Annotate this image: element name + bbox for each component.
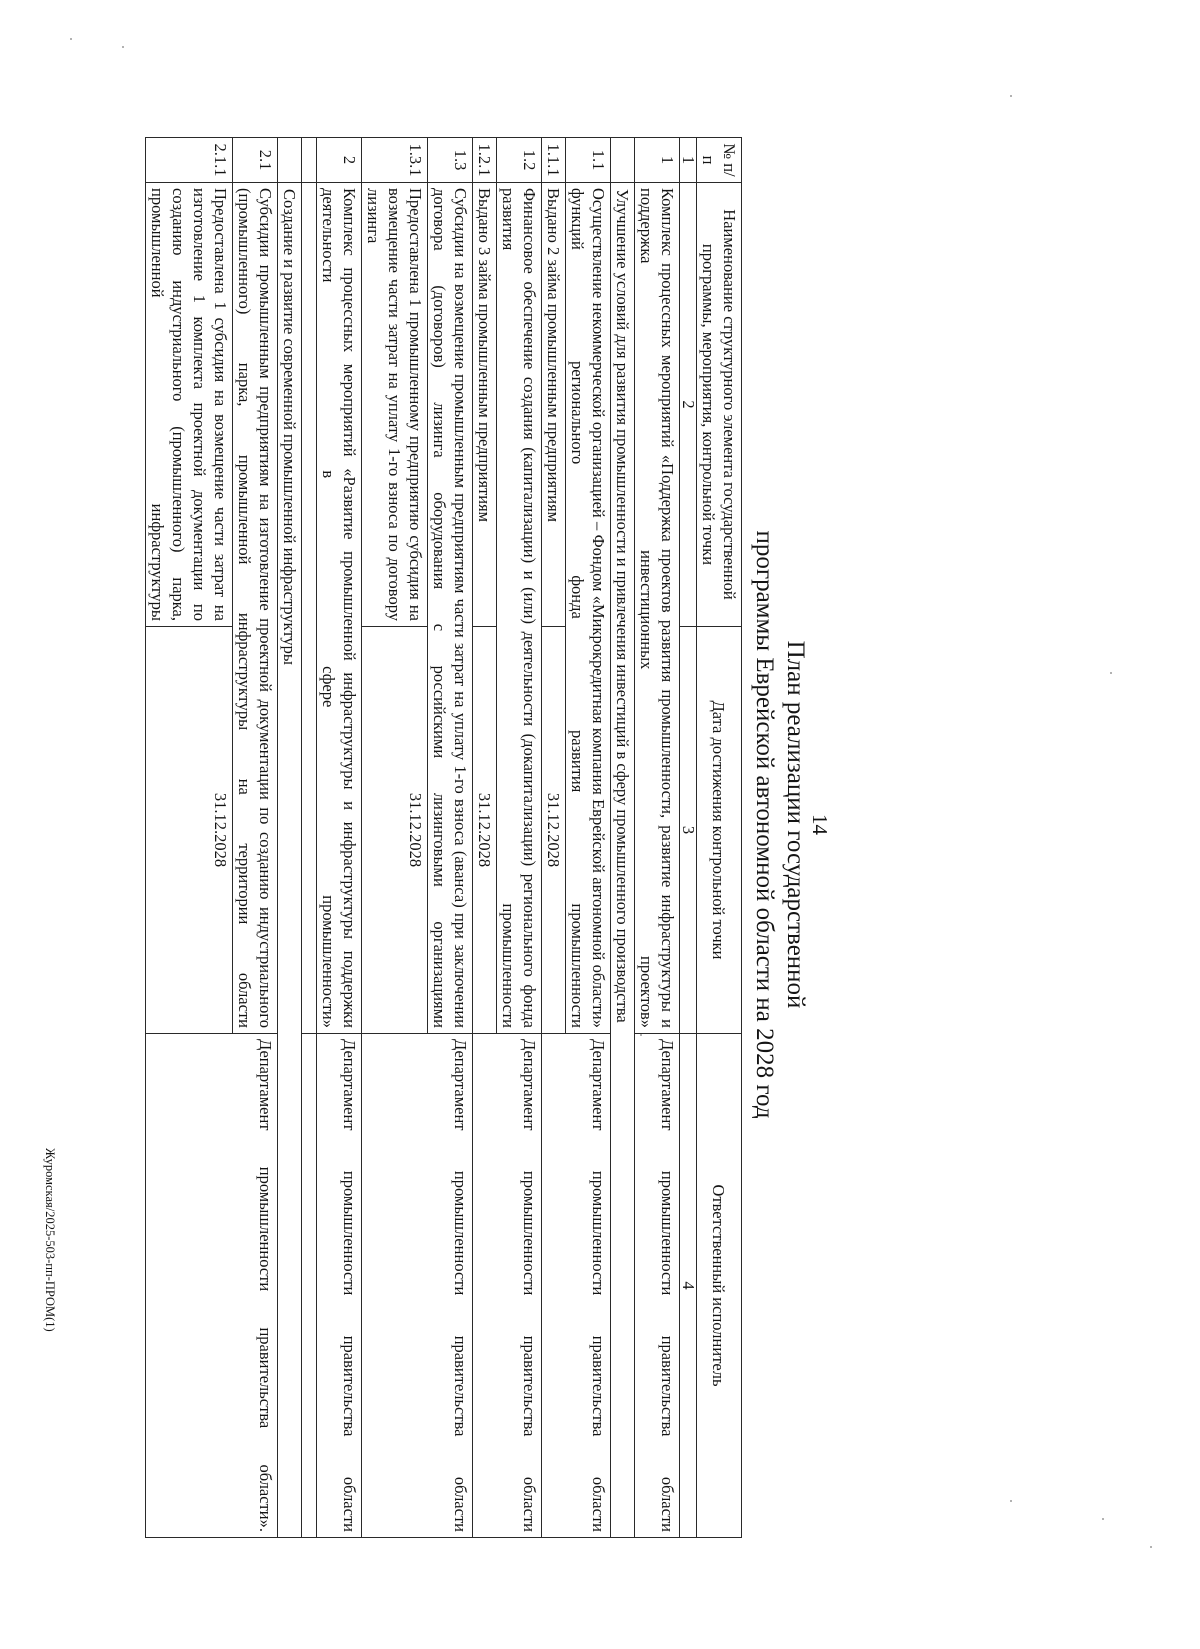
table-row [566, 138, 611, 1538]
row-num: 2.1.1 [146, 138, 233, 183]
scan-speck [640, 1034, 642, 1036]
section-row [278, 138, 302, 1538]
row-num: 1.3.1 [362, 138, 428, 183]
row-name: Комплекс процессных мероприятий «Поддержка проектов развития промышленности, развитие инфраструктуры и поддержка инвестиционных проектов» [635, 183, 680, 1034]
title-line-1: План реализации государственной [782, 640, 809, 1009]
table-row [317, 138, 362, 1538]
col-index-1: 1 [680, 138, 697, 183]
row-num: 1.1.1 [542, 138, 566, 183]
scan-speck [1150, 1546, 1152, 1548]
scan-speck [1010, 95, 1012, 97]
table-row [233, 138, 278, 1538]
empty-row [302, 138, 317, 1538]
row-date: 31.12.2028 [473, 627, 497, 1034]
implementation-plan-table [145, 137, 742, 1538]
col-index-3: 3 [680, 627, 697, 1034]
row-num: 2.1 [233, 138, 278, 183]
row-name: Осуществление некоммерческой организацией – Фондом «Микрокредитная компания Еврейской автономной области» функций регионального фонда развития промышленности [566, 183, 611, 1034]
header-num: № п/п [697, 138, 742, 183]
header-exec: Ответственный исполнитель [697, 1034, 742, 1538]
row-exec: Департамент промышленности правительства области». [146, 1034, 278, 1538]
table-header-row [697, 138, 742, 1538]
row-date: 31.12.2028 [146, 627, 233, 1034]
row-name: Комплекс процессных мероприятий «Развитие промышленной инфраструктуры и инфраструктуры поддержки деятельности в сфере промышленности» [317, 183, 362, 1034]
title-line-2: программы Еврейской автономной области на 2028 год [751, 530, 778, 1119]
row-name: Предоставлена 1 промышленному предприятию субсидия на возмещение части затрат на уплату 1-го взноса по договору лизинга [362, 183, 428, 627]
row-date: 31.12.2028 [362, 627, 428, 1034]
row-exec: Департамент промышленности правительства области [635, 1034, 680, 1538]
scan-speck [1110, 672, 1112, 674]
table-row [635, 138, 680, 1538]
section-title: Создание и развитие современной промышленной инфраструктуры [278, 183, 302, 1538]
row-name: Выдано 3 займа промышленным предприятиям [473, 183, 497, 627]
header-name: Наименование структурного элемента государственной программы, мероприятия, контрольной точки [697, 183, 742, 627]
col-index-2: 2 [680, 183, 697, 627]
scan-speck [1102, 1518, 1104, 1520]
row-date: 31.12.2028 [542, 627, 566, 1034]
row-name: Финансовое обеспечение создания (капитализации) и (или) деятельности (докапитализации) регионального фонда развития промышленности [497, 183, 542, 1034]
page-number: 14 [808, 814, 832, 835]
row-num: 1.3 [428, 138, 473, 183]
row-name: Предоставлена 1 субсидия на возмещение части затрат на изготовление 1 комплекта проектной документации по созданию индустриального (промышленного) парка, промышленной инфраструктуры [146, 183, 233, 627]
row-name: Субсидии на возмещение промышленным предприятиям части затрат на уплату 1-го взноса (аванса) при заключении договора (договоров) лизинга оборудования с российскими лизинговыми организациями [428, 183, 473, 1034]
row-num: 1.2 [497, 138, 542, 183]
row-num: 1.2.1 [473, 138, 497, 183]
document-title [749, 0, 811, 1649]
table-row [497, 138, 542, 1538]
row-num: 1.1 [566, 138, 611, 183]
row-exec: Департамент промышленности правительства области [362, 1034, 473, 1538]
row-exec: Департамент промышленности правительства области [542, 1034, 611, 1538]
header-date: Дата достижения контрольной точки [697, 627, 742, 1034]
row-exec: Департамент промышленности правительства области [317, 1034, 362, 1538]
column-index-row [680, 138, 697, 1538]
col-index-4: 4 [680, 1034, 697, 1538]
row-num: 2 [317, 138, 362, 183]
section-title: Улучшение условий для развития промышленности и привлечения инвестиций в сферу промышленного производства [611, 183, 635, 1538]
document-code: Журомская/2025-503-пп-ПРОМ(1) [43, 1148, 57, 1332]
scan-speck [70, 38, 72, 40]
row-exec: Департамент промышленности правительства области [473, 1034, 542, 1538]
table-row [428, 138, 473, 1538]
scan-speck [122, 46, 124, 48]
row-name: Субсидии промышленным предприятиям на изготовление проектной документации по созданию индустриального (промышленного) парка, промышленной инфраструктуры на территории области [233, 183, 278, 1034]
row-name: Выдано 2 займа промышленным предприятиям [542, 183, 566, 627]
row-num: 1 [635, 138, 680, 183]
section-row [611, 138, 635, 1538]
scan-speck [1010, 1500, 1012, 1502]
